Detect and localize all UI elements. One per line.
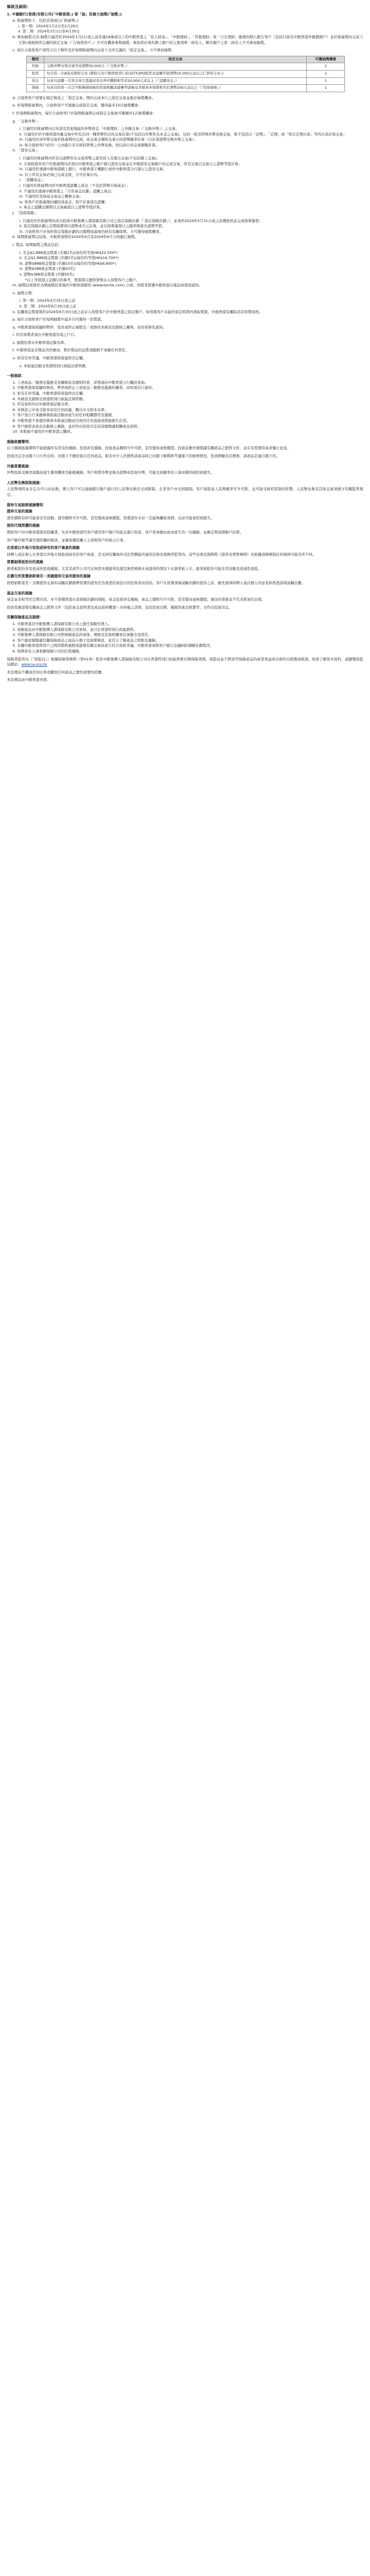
rule-item: iii. 合資格客戶必須於指定保險計劃的冷靜期屆滿後仍持有有關保單，方可獲得抽獎機會。 <box>19 229 163 234</box>
risk-section <box>7 464 363 476</box>
rule-item: f. 於每個推廣期內，每位合資格客戶於每個推廣期完成指定交易後可獲額外1次抽獎機會； <box>13 110 157 116</box>
period-label: a. 推廣期如下，包括首尾兩日(「推廣期」)： <box>13 18 82 23</box>
header-chances: 可獲抽獎機會 <box>307 56 345 63</box>
rule-item: *以上等值港元金額只供參考，獎賞將以實際貨幣存入得獎客戶之賬戶。 <box>25 277 140 282</box>
row-category: 保險 <box>27 85 44 92</box>
risk-subsection-paragraph: 證券價格有時可能會非常波動。證券價格可升可跌，甚至變成毫無價值。買賣證券未必一定能夠賺取利潤，反而可能會招致損失。 <box>7 515 215 520</box>
risk-section <box>7 615 363 683</box>
rule-item: iii. 不適用於其他基金產品之轉換交易； <box>19 194 83 199</box>
risk-subsection-title: 證券交易的風險 <box>7 509 32 514</box>
risk-subsection-paragraph: 假如客戶向中銀香港提供授權書，允許中銀香港代客戶使用客戶賬戶的資金進行投資，客戶需承擔由此而產生的一切風險，並應定期查閱賬戶結單。 <box>7 529 244 535</box>
row-category: 股票 <box>27 70 44 77</box>
rule-item: i. 只適用於於推廣期內成功投保中銀集團人壽保險有限公司之指定保險計劃（「指定保險計劃」），並須於2024年5月31日或之前獲批核並完成保單簽發； <box>19 218 263 223</box>
rule-item: ii. 只適用於於中銀香港外匯交易中所有以同一種貨幣作出的交易計算(不包括以外幣作為本金之交易)，包括一般及特殊外幣兌換交易，惟不包括以「活期」、「定期」或「特定定期存款」等的存款計算交易； <box>19 132 347 137</box>
general-terms-list <box>7 380 363 435</box>
risk-list-item: 3. 中銀集團人壽保險有限公司對保險產品的承保、理賠及其他相關事宜承擔全部責任。 <box>13 632 152 638</box>
general-term-item: 9. 客戶應留意產品及服務之風險，並於作出投資決定前詳細閱讀相關產品資料。 <box>13 424 141 429</box>
rule-item: ii. 合資格證券客戶於推廣期內必須以中銀香港之賬戶進行證券交易並在中銀證券交易賬戶內完成交易，所有交易以交易日之港幣等值計算； <box>19 161 242 166</box>
risk-paragraph: 保險業監管局（「保監局」）根據保險業條例（第41章）批准中銀集團人壽保險有限公司在香港特別行政區經營長期保險業務。保監局並不對該等保險產品的商業利益或表現作出推薦或保證。如欲了解更多資料，請瀏覽保監局網站：www.ia.org.hk <box>7 656 363 667</box>
rule-item: o. 有關現金獎賞將於2024年6月30日或之前存入得獎客戶於中銀香港之指定賬戶。如得獎客戶未能於指定時間內領取獎賞，中銀香港有權取消其得獎資格。 <box>13 309 262 314</box>
rule-item: v. 港幣$388現金獎賞 (名額50名) <box>19 272 75 277</box>
general-term-item: 7. 客戶需自行承擔參與推廣活動而產生的任何相關費用及風險。 <box>13 413 116 418</box>
risk-section <box>7 480 363 498</box>
risk-subsection-paragraph: 創業板股份涉及很高的投資風險。尤其是該等公司可在無需具備盈利往績及無需預測未來盈利的情況下在創業板上市。創業板股份可能非常波動及流通性很低。 <box>7 566 262 571</box>
rule-item: i. 只適用於推廣期內於中銀香港認購之基金（不包括貨幣市場基金）； <box>19 183 130 188</box>
rule-item: k. 每期推廣期完結後，中銀香港將於2024年4月及2024年6月分別進行抽獎。 <box>13 235 138 240</box>
rule-item: v. 本推廣活動受香港特別行政區法律管轄。 <box>19 363 89 368</box>
rule-item: h. 「證券交易」： <box>13 148 41 153</box>
row-category: 外匯 <box>27 63 44 71</box>
rule-item: iv. 如合資格客戶於同一天內進行多次相同貨幣之外幣兌換，則以該日的交易總額計算。 <box>19 142 159 147</box>
header-category: 類別 <box>27 56 44 63</box>
general-term-item: 1. 上述產品／服務及優惠受有關條款及細則約束，詳情請向中銀香港分行職員查詢。 <box>13 380 149 385</box>
rule-item: i. 「認購基金」： <box>19 178 47 183</box>
risk-disclosures <box>7 439 363 683</box>
rule-item: j. 「投保保險」： <box>13 211 40 215</box>
rule-item: s. 抽獎結果以中銀香港記錄為準。 <box>13 340 68 345</box>
row-chances: 1 <box>307 85 345 92</box>
period-2: ii. 第二期：2024年3月1日至4月30日 <box>18 29 80 34</box>
general-term-item: 5. 所有資料均以中銀香港記錄為準。 <box>13 402 72 407</box>
risk-subsection-title: 買賣創業板股份的風險 <box>7 560 43 565</box>
risk-section-title: 外匯買賣風險： <box>7 463 32 469</box>
rule-item: v. 基金之認購金額將以交易確認日之港幣等值計算。 <box>19 205 104 210</box>
table-row <box>27 70 345 77</box>
risk-section-title: 有關保險產品及服務： <box>7 615 43 620</box>
risk-subsection-paragraph: 客戶應仔細考慮代理授權的條款，並確保獲授權人士按照客戶的指示行事。 <box>7 537 127 543</box>
header-transaction: 指定交易 <box>44 56 307 63</box>
risk-list-item: 6. 保單持有人須承擔保險公司的信貸風險。 <box>13 649 83 654</box>
rule-item: p. 每位合資格客戶於每期抽獎中最多只可獲得一份獎賞。 <box>13 317 105 322</box>
rule-item: i. 只適用於推廣期內以本港及其他地區的外幣資金「中銀理財」之外匯交易（「交換外幣」）之交易； <box>19 126 179 132</box>
risk-list-item: 5. 有關中銀香港與客戶之間因銷售過程或處理有關交易而產生的合資格爭議，中銀香港須與客戶進行金融糾紛調解計劃程序。 <box>13 643 214 648</box>
general-term-item: 3. 如有任何爭議，中銀香港保留最終決定權。 <box>13 391 87 396</box>
risk-paragraph: 本宣傳品由中銀香港刊發。 <box>7 677 51 683</box>
risk-section <box>7 591 363 611</box>
risk-section-title: 證券交易服務風險聲明 <box>7 502 43 507</box>
rule-item: l. 獎品: 每期抽獎之獎品包括： <box>13 242 62 247</box>
rule-item: iv. 如客戶於推廣期內贖回該基金，則不計算該次認購； <box>19 199 109 204</box>
rule-item: iv. 以上所有交易必須已完成交收，方可計算在內。 <box>19 172 101 177</box>
rule-item: i. 只適用於推廣期內所有以港幣作為交易貨幣之證券買入及賣出交易(不包括網上交易)； <box>19 156 161 161</box>
rule-item: r. 所有得獎者須在中銀香港有效之戶口。 <box>13 332 78 338</box>
risk-section <box>7 439 363 459</box>
period-1: i. 第一期：2024年1月2日至2月29日 <box>18 23 79 28</box>
risk-section <box>7 503 363 586</box>
row-description: 交換外幣每筆計達等值港幣50,000元（「交換外幣」） <box>44 63 307 71</box>
risk-subsection-paragraph: 持牌人或註冊人在香港以外地方收取或持有的客戶資產，是受到有關海外司法管轄區的適用法律及規例所監管的。這些法律及規例與《證券及期貨條例》及根據該條例制訂的規則可能有所不同。 <box>7 552 316 557</box>
risk-paragraph: 投資決定是由閣下自行作出的，但閣下不應投資在任何產品，除非中介人於銷售該產品時已向閣下解釋經考慮閣下的財務情況、投資經驗及目標後，該產品是適合閣下的。 <box>7 453 280 458</box>
general-term-item: 8. 中銀香港不會就因參與本推廣活動而引致的任何直接或間接損失負責。 <box>13 418 130 423</box>
table-row <box>27 63 345 71</box>
general-terms-title: 一般條款： <box>7 373 25 379</box>
rule-item: ii. 指定保險計劃之首期保費須以港幣或美元計算，並以保單簽發日之匯率換算為港幣等值； <box>19 224 166 229</box>
row-description: 每完成一次A股或港股交易 (港股交易只限指股票) 或以ETF/IPO股票及認購等值港幣50,000元或以上(「證券交易」) <box>44 70 307 77</box>
risk-subsection-paragraph: 按照納斯達克－美國證券交易所試驗計劃掛牌買賣的證券是為熟悉投資技巧的投資者而設的。客戶在買賣該項試驗計劃的證券之前，應先諮詢持牌人或註冊人的意見和熟悉該項試驗計劃。 <box>7 581 306 586</box>
eligibility-c: c. 每位合資格客戶須符合以下條件及於每期推廣期內完成下文所定義的「指定交易」，方可參加抽獎： <box>13 48 175 53</box>
rule-item: g. 「交換外幣」： <box>13 118 41 124</box>
risk-paragraph: 外幣投資受匯率波動而產生獲利機會及虧損風險。客戶如將外幣兌換為港幣或其他外幣，可能受到匯率的上落而獲利或招致損失。 <box>7 470 215 475</box>
rule-item: i. 美金$2,888現金獎賞 (名額1名)(每份約等值HK$22,500*) <box>19 250 118 255</box>
row-chances: 1 <box>307 63 345 71</box>
risk-subsection-title: 在香港以外地方收取或持有的客戶資產的風險 <box>7 545 80 550</box>
general-term-item: 4. 本條款及細則受香港特別行政區法律管轄。 <box>13 396 87 401</box>
risk-paragraph: 以下風險披露聲明不能披露所有涉及的風險。投資涉及風險，投資產品價格可升可跌，甚至變成毫無價值。投資前應仔細閱讀有關產品之銷售文件，並在有需要時尋求獨立意見。 <box>7 446 291 451</box>
table-row <box>27 85 345 92</box>
row-description: 每成功投保一次合中銀集團保險的投資相關或儲蓄型壽險及各類基本保費相等於港幣200元或以上（「投保保險」） <box>44 85 307 92</box>
risk-paragraph: 基金並非相等於定期存款，亦不會獲香港存款保障計劃的保障。基金投資涉及風險，基金之價格可升可跌，甚至變成毫無價值。過往的業績並不代表將來的表現。 <box>7 597 265 602</box>
general-term-item: 10. 本推廣不適用於中銀香港之職員。 <box>13 429 75 434</box>
rule-item: q. 中銀香港保留隨時暫停、更改或終止抽獎及／或修改本條款及細則之權利，而毋須事先通知。 <box>13 324 167 330</box>
table-row <box>27 77 345 85</box>
risk-section-title: 人民幣兌換限制風險： <box>7 480 43 485</box>
risk-paragraph: 人民幣現時並非完全可自由兌換，個人客戶可以通過銀行賬戶進行的人民幣兌換是受到限制，企業客戶亦受到限制。客戶須留意人民幣匯率可升可跌，並可能受政府管制的影響。人民幣兌換及其他交易須遵守有關監管規定。 <box>7 487 363 497</box>
risk-paragraph: 本宣傳品不構成任何出售或購買任何產品之要約或要約招攬。 <box>7 669 105 675</box>
rule-item: i. 第一期：2024年4月30日或之前 <box>19 298 76 303</box>
risk-section-title: 風險披露聲明： <box>7 439 32 444</box>
promo-heading: 1. 中國銀行(香港)有限公司(「中銀香港」) 智「能」投資大抽獎(「抽獎」)： <box>7 11 125 17</box>
risk-list-item: 4. 客戶應詳細閱讀有關保險產品之產品小冊子及保單條款，並充分了解產品之特點及風險。 <box>13 638 159 643</box>
rule-item: iv. 港幣$588現金獎賞 (名額20名) <box>19 266 76 272</box>
rule-item: n. 抽獎日期： <box>13 290 36 295</box>
risk-subsection-title: 提供代理授權的風險 <box>7 523 40 528</box>
row-chances: 1 <box>307 70 345 77</box>
rule-item: t. 中銀香港並非獎品的供應商，對於獎品的品質或服務不承擔任何責任。 <box>13 348 129 353</box>
regulator-website-link[interactable]: www.ia.org.hk <box>21 662 47 667</box>
general-terms-section <box>7 373 363 435</box>
rule-item: u. 如有任何爭議，中銀香港保留最終決定權。 <box>13 356 87 361</box>
table-header-row <box>27 56 345 63</box>
rule-item: ii. 不適用於透過中銀香港之「月供基金計劃」認購之基金； <box>19 188 115 194</box>
rule-item: iii. 港幣$888現金獎賞 (名額10名)(每份約等值HK$6,800*) <box>19 261 116 266</box>
designated-transactions-table <box>26 56 345 92</box>
promo-rules-list <box>7 96 363 369</box>
general-term-item: 2. 中銀香港保留隨時修改、暫停或終止上述產品／服務及優惠的權利，而毋須另行通知。 <box>13 385 155 391</box>
rule-item: ii. 美金$1,888現金獎賞 (名額5名)(每份約等值HK$14,700*) <box>19 256 119 261</box>
rule-item: iii. 只適用於該外幣交易於推廣期內完成，而交易金額按交易日的港幣匯率計算（只計算港幣兌換外幣之交易）； <box>19 137 198 142</box>
rule-item: ii. 第二期：2024年6月30日或之前 <box>19 303 76 309</box>
row-chances: 1 <box>307 77 345 85</box>
risk-list-item: 1. 中銀香港是中銀集團人壽保險有限公司之委任保險代理人。 <box>13 622 112 627</box>
general-term-item: 6. 本條款之中英文版本如有任何歧義，概以中文版本為準。 <box>13 407 108 412</box>
row-description: 每成功認購一次基金並且透過該基金淨申購額相等於50,000元或以上（「認購基金」） <box>44 77 307 85</box>
promo-section <box>7 12 363 369</box>
eligibility-b: b. 參加抽獎方法:抽獎只適用於2024年1月2日或之前年滿18歲或以上的中銀香港之「私人財富」、「中銀理財」、「智盈理財」或「自在理財」服務的個人銀行客戶（包括只持有中銀香港外匯寶賬戶）並於推廣期內完成下文第c項規則所定義的指定交易（「合資格客戶」）方可有機會參與抽獎；參加者必須為個人賬戶的主要或唯一持有人，聯名賬戶之第二持有人不可參加抽獎。 <box>13 34 363 45</box>
rule-item: e. 於每期推廣期內，合資格客戶可透過完成指定交易，獲得最多10次抽獎機會； <box>13 103 142 108</box>
rule-item: iii. 只適用於透過中銀香港網上銀行、中銀香港手機銀行或於中銀香港分行進行之證券交易； <box>19 167 167 172</box>
row-category: 基金 <box>27 77 44 85</box>
risk-paragraph: 投資者應詳閱有關基金之銷售文件（包括基金說明書及產品資料概要）內所載之詳情，包括投資目標、風險因素及收費等，方作出投資決定。 <box>7 605 233 610</box>
terms-document <box>0 0 370 693</box>
risk-list-item: 2. 保險產品由中銀集團人壽保險有限公司承保，並只在香港特別行政區銷售。 <box>13 627 138 632</box>
risk-section-title: 基金交易的風險 <box>7 590 32 595</box>
risk-subsection-title: 在聯交所買賣納斯達克－美國證券交易所證券的風險 <box>7 574 91 579</box>
document-title: 條款及細則： <box>7 5 31 9</box>
rule-item: m. 抽獎結果將於各期抽獎結束後於中銀香港網頁 (www.bochk.com) 公佈，得獎者將獲中銀香港以電話或書面通知。 <box>13 283 203 288</box>
rule-item: d. 合資格客戶需要在規定條款之「指定交易」期內完成本行之指定交易並累計抽獎機會。 <box>13 95 155 100</box>
